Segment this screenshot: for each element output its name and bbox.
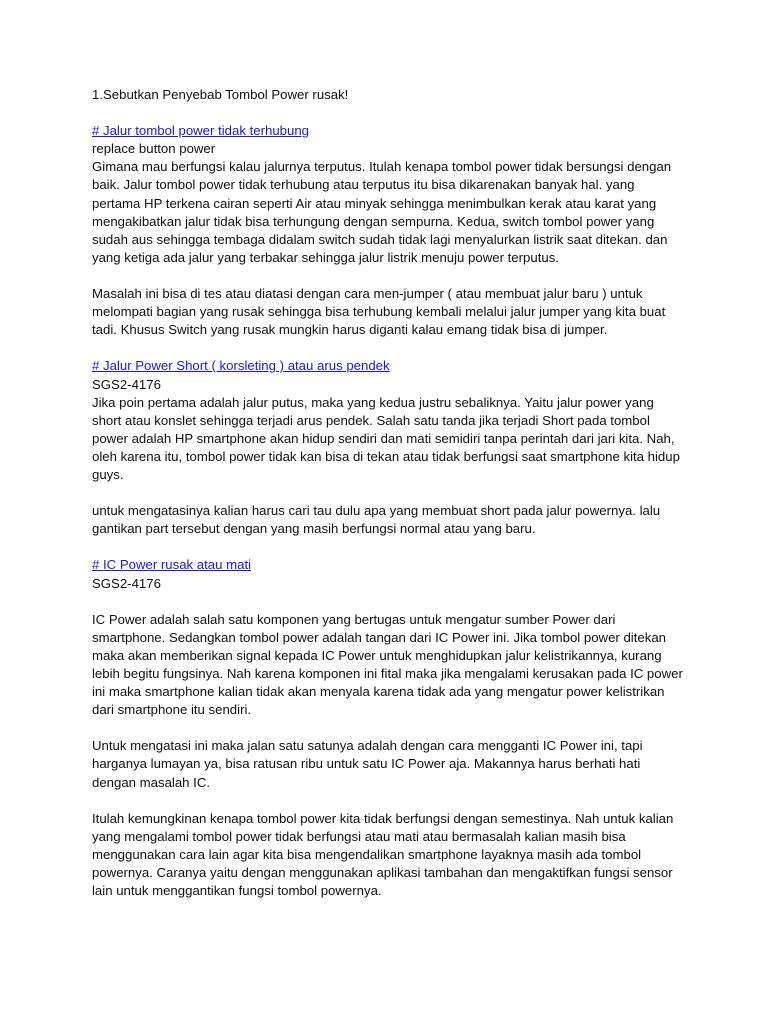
section2-paragraph-1: Jika poin pertama adalah jalur putus, maka yang kedua justru sebaliknya. Yaitu jalur power yang short atau konslet sehingga terjadi arus pendek. Salah satu tanda jika terjadi Short pada tombol power adalah HP smartphone akan hidup sendiri dan mati semidiri tanpa perintah dari jari kita. Nah, oleh karena itu, tombol power tidak kan bisa di tekan atau tidak berfungsi saat smartphone kita hidup guys. [92,394,680,482]
section1-paragraph-2: Masalah ini bisa di tes atau diatasi dengan cara men-jumper ( atau membuat jalur baru ) untuk melompati bagian yang rusak sehingga bisa terhubung kembali melalui jalur jumper yang kita buat tadi. Khusus Switch yang rusak mungkin harus diganti kalau emang tidak bisa di jumper. [92,286,666,338]
spacer [92,267,686,285]
section3-heading-link[interactable]: # IC Power rusak atau mati [92,557,252,573]
section3-paragraph-2: Untuk mengatasi ini maka jalan satu satunya adalah dengan cara mengganti IC Power ini, tapi harganya lumayan ya, bisa ratusan ribu untuk satu IC Power aja. Makannya harus berhati hati dengan masalah IC. [92,738,643,790]
section1-caption: replace button power [92,141,216,157]
spacer [92,484,686,502]
section3-paragraph-1: IC Power adalah salah satu komponen yang bertugas untuk mengatur sumber Power dari smartphone. Sedangkan tombol power adalah tangan dari IC Power ini. Jika tombol power ditekan maka akan memberikan signal kepada IC Power untuk menghidupkan jalur kelistrikannya, kurang lebih begitu fungsinya. Nah karena komponen ini fital maka jika mengalami kerusakan pada IC power ini maka smartphone kalian tidak akan menyala karena tidak ada yang mengatur power kelistrikan dari smartphone itu sendiri. [92,611,683,718]
section2-caption: SGS2-4176 [92,376,161,392]
spacer [92,339,686,357]
spacer [92,792,686,810]
section2-paragraph-2: untuk mengatasinya kalian harus cari tau dulu apa yang membuat short pada jalur powernya. lalu gantikan part tersebut dengan yang masih berfungsi normal atau yang baru. [92,503,661,537]
document-page [92,86,686,900]
section1-heading-link[interactable]: # Jalur tombol power tidak terhubung [92,123,309,139]
section1-paragraph-1: Gimana mau berfungsi kalau jalurnya terputus. Itulah kenapa tombol power tidak bersungsi dengan baik. Jalur tombol power tidak terhubung atau terputus itu bisa dikarenakan banyak hal. yang pertama HP terkena cairan seperti Air atau minyak sehingga menimbulkan kerak atau karat yang mengakibatkan jalur tidak bisa terhungung dengan sempurna. Kedua, switch tombol power yang sudah aus sehingga tembaga didalam switch sudah tidak lagi menyalurkan listrik saat ditekan. dan yang ketiga ada jalur yang terbakar sehingga jalur listrik menuju power terputus. [92,159,672,265]
section3-paragraph-3: Itulah kemungkinan kenapa tombol power kita tidak berfungsi dengan semestinya. Nah untuk kalian yang mengalami tombol power tidak berfungsi atau mati atau bermasalah kalian masih bisa menggunakan cara lain agar kita bisa mengendalikan smartphone layaknya masih ada tombol powernya. Caranya yaitu dengan menggunakan aplikasi tambahan dan mengaktifkan fungsi sensor lain untuk menggantikan fungsi tombol powernya. [92,810,674,899]
spacer [92,593,686,611]
spacer [92,719,686,737]
spacer [92,104,686,122]
question-heading: 1.Sebutkan Penyebab Tombol Power rusak! [92,87,349,102]
spacer [92,538,686,556]
section2-heading-link[interactable]: # Jalur Power Short ( korsleting ) atau arus pendek [92,358,390,374]
section3-caption: SGS2-4176 [92,575,161,591]
